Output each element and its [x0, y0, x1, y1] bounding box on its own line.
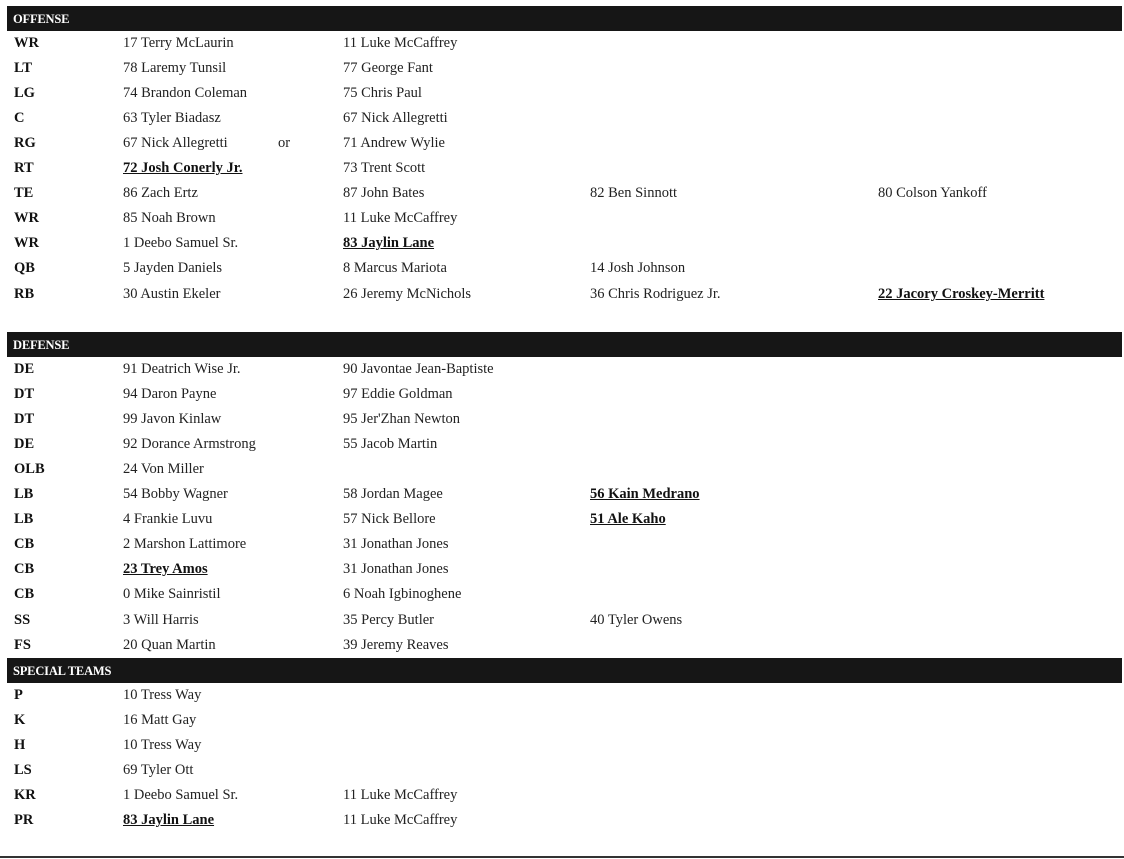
depth-row — [0, 809, 1124, 834]
player-name: 1 Deebo Samuel Sr. — [123, 787, 239, 803]
offense-header — [7, 6, 1122, 31]
player-name: 20 Quan Martin — [123, 637, 216, 653]
player-name: 95 Jer'Zhan Newton — [343, 411, 460, 427]
depth-row — [0, 358, 1124, 383]
player-name: 71 Andrew Wylie — [343, 135, 445, 151]
depth-row — [0, 283, 1124, 308]
player-name: 58 Jordan Magee — [343, 486, 443, 502]
player-name: 1 Deebo Samuel Sr. — [123, 235, 239, 251]
player-name: 8 Marcus Mariota — [343, 260, 447, 276]
player-name-new: 23 Trey Amos — [123, 561, 208, 577]
depth-row — [0, 709, 1124, 734]
or-label: or — [278, 135, 291, 151]
position-label: WR — [14, 35, 39, 51]
player-name: 4 Frankie Luvu — [123, 511, 213, 527]
depth-row — [0, 408, 1124, 433]
depth-row — [0, 533, 1124, 558]
depth-row — [0, 182, 1124, 207]
section-title: SPECIAL TEAMS — [13, 664, 112, 678]
depth-row — [0, 383, 1124, 408]
player-name: 87 John Bates — [343, 185, 425, 201]
depth-row — [0, 257, 1124, 282]
position-label: H — [14, 737, 26, 753]
depth-row — [0, 558, 1124, 583]
player-name: 99 Javon Kinlaw — [123, 411, 222, 427]
position-label: WR — [14, 210, 39, 226]
depth-row — [0, 132, 1124, 157]
position-label: LS — [14, 762, 32, 778]
player-name: 75 Chris Paul — [343, 85, 422, 101]
position-label: RB — [14, 286, 35, 302]
player-name-new: 51 Ale Kaho — [590, 511, 666, 527]
player-name: 55 Jacob Martin — [343, 436, 438, 452]
player-name: 11 Luke McCaffrey — [343, 210, 458, 226]
position-label: CB — [14, 586, 35, 602]
depth-row — [0, 759, 1124, 784]
player-name: 26 Jeremy McNichols — [343, 286, 472, 302]
player-name: 3 Will Harris — [123, 612, 199, 628]
depth-row — [0, 107, 1124, 132]
special-teams-header — [7, 658, 1122, 683]
player-name: 30 Austin Ekeler — [123, 286, 221, 302]
player-name: 69 Tyler Ott — [123, 762, 194, 778]
position-label: CB — [14, 536, 35, 552]
depth-row — [0, 684, 1124, 709]
player-name: 73 Trent Scott — [343, 160, 426, 176]
player-name: 80 Colson Yankoff — [878, 185, 987, 201]
position-label: K — [14, 712, 26, 728]
player-name: 11 Luke McCaffrey — [343, 787, 458, 803]
player-name-new: 83 Jaylin Lane — [343, 235, 435, 251]
position-label: PR — [14, 812, 34, 828]
depth-row — [0, 634, 1124, 659]
position-label: KR — [14, 787, 36, 803]
depth-row — [0, 433, 1124, 458]
position-label: LT — [14, 60, 33, 76]
player-name: 17 Terry McLaurin — [123, 35, 234, 51]
player-name: 0 Mike Sainristil — [123, 586, 221, 602]
depth-row — [0, 508, 1124, 533]
player-name: 77 George Fant — [343, 60, 433, 76]
position-label: OLB — [14, 461, 45, 477]
position-label: WR — [14, 235, 39, 251]
position-label: LB — [14, 511, 34, 527]
position-label: LB — [14, 486, 34, 502]
player-name: 74 Brandon Coleman — [123, 85, 248, 101]
player-name: 14 Josh Johnson — [590, 260, 686, 276]
player-name: 67 Nick Allegretti — [123, 135, 228, 151]
position-label: TE — [14, 185, 34, 201]
player-name: 31 Jonathan Jones — [343, 561, 449, 577]
player-name: 10 Tress Way — [123, 687, 202, 703]
player-name: 63 Tyler Biadasz — [123, 110, 221, 126]
section-title: OFFENSE — [13, 12, 70, 26]
depth-row — [0, 458, 1124, 483]
player-name: 11 Luke McCaffrey — [343, 812, 458, 828]
depth-row — [0, 157, 1124, 182]
position-label: DT — [14, 386, 35, 402]
player-name: 92 Dorance Armstrong — [123, 436, 256, 452]
position-label: QB — [14, 260, 35, 276]
player-name: 10 Tress Way — [123, 737, 202, 753]
player-name: 57 Nick Bellore — [343, 511, 436, 527]
player-name: 82 Ben Sinnott — [590, 185, 678, 201]
bottom-divider — [0, 856, 1124, 858]
depth-row — [0, 583, 1124, 608]
depth-row — [0, 57, 1124, 82]
player-name: 54 Bobby Wagner — [123, 486, 228, 502]
player-name: 11 Luke McCaffrey — [343, 35, 458, 51]
player-name-new: 22 Jacory Croskey-Merritt — [878, 286, 1045, 302]
position-label: RG — [14, 135, 36, 151]
player-name: 67 Nick Allegretti — [343, 110, 448, 126]
defense-header — [7, 332, 1122, 357]
player-name: 40 Tyler Owens — [590, 612, 683, 628]
depth-row — [0, 207, 1124, 232]
player-name: 5 Jayden Daniels — [123, 260, 223, 276]
player-name-new: 56 Kain Medrano — [590, 486, 700, 502]
player-name: 39 Jeremy Reaves — [343, 637, 449, 653]
player-name: 16 Matt Gay — [123, 712, 197, 728]
player-name: 85 Noah Brown — [123, 210, 216, 226]
player-name: 78 Laremy Tunsil — [123, 60, 227, 76]
depth-row — [0, 82, 1124, 107]
player-name-new: 83 Jaylin Lane — [123, 812, 215, 828]
section-title: DEFENSE — [13, 338, 70, 352]
depth-row — [0, 784, 1124, 809]
position-label: P — [14, 687, 23, 703]
player-name: 86 Zach Ertz — [123, 185, 198, 201]
position-label: SS — [14, 612, 31, 628]
position-label: LG — [14, 85, 35, 101]
depth-row — [0, 609, 1124, 634]
player-name: 94 Daron Payne — [123, 386, 217, 402]
depth-row — [0, 483, 1124, 508]
position-label: RT — [14, 160, 34, 176]
player-name: 2 Marshon Lattimore — [123, 536, 247, 552]
position-label: DE — [14, 436, 35, 452]
position-label: FS — [14, 637, 31, 653]
position-label: CB — [14, 561, 35, 577]
depth-row — [0, 32, 1124, 57]
position-label: DT — [14, 411, 35, 427]
player-name: 6 Noah Igbinoghene — [343, 586, 462, 602]
player-name: 24 Von Miller — [123, 461, 204, 477]
player-name: 31 Jonathan Jones — [343, 536, 449, 552]
player-name: 91 Deatrich Wise Jr. — [123, 361, 241, 377]
depth-row — [0, 734, 1124, 759]
player-name: 97 Eddie Goldman — [343, 386, 453, 402]
player-name-new: 72 Josh Conerly Jr. — [123, 160, 243, 176]
player-name: 35 Percy Butler — [343, 612, 435, 628]
depth-row — [0, 232, 1124, 257]
player-name: 36 Chris Rodriguez Jr. — [590, 286, 721, 302]
position-label: DE — [14, 361, 35, 377]
position-label: C — [14, 110, 25, 126]
player-name: 90 Javontae Jean-Baptiste — [343, 361, 494, 377]
